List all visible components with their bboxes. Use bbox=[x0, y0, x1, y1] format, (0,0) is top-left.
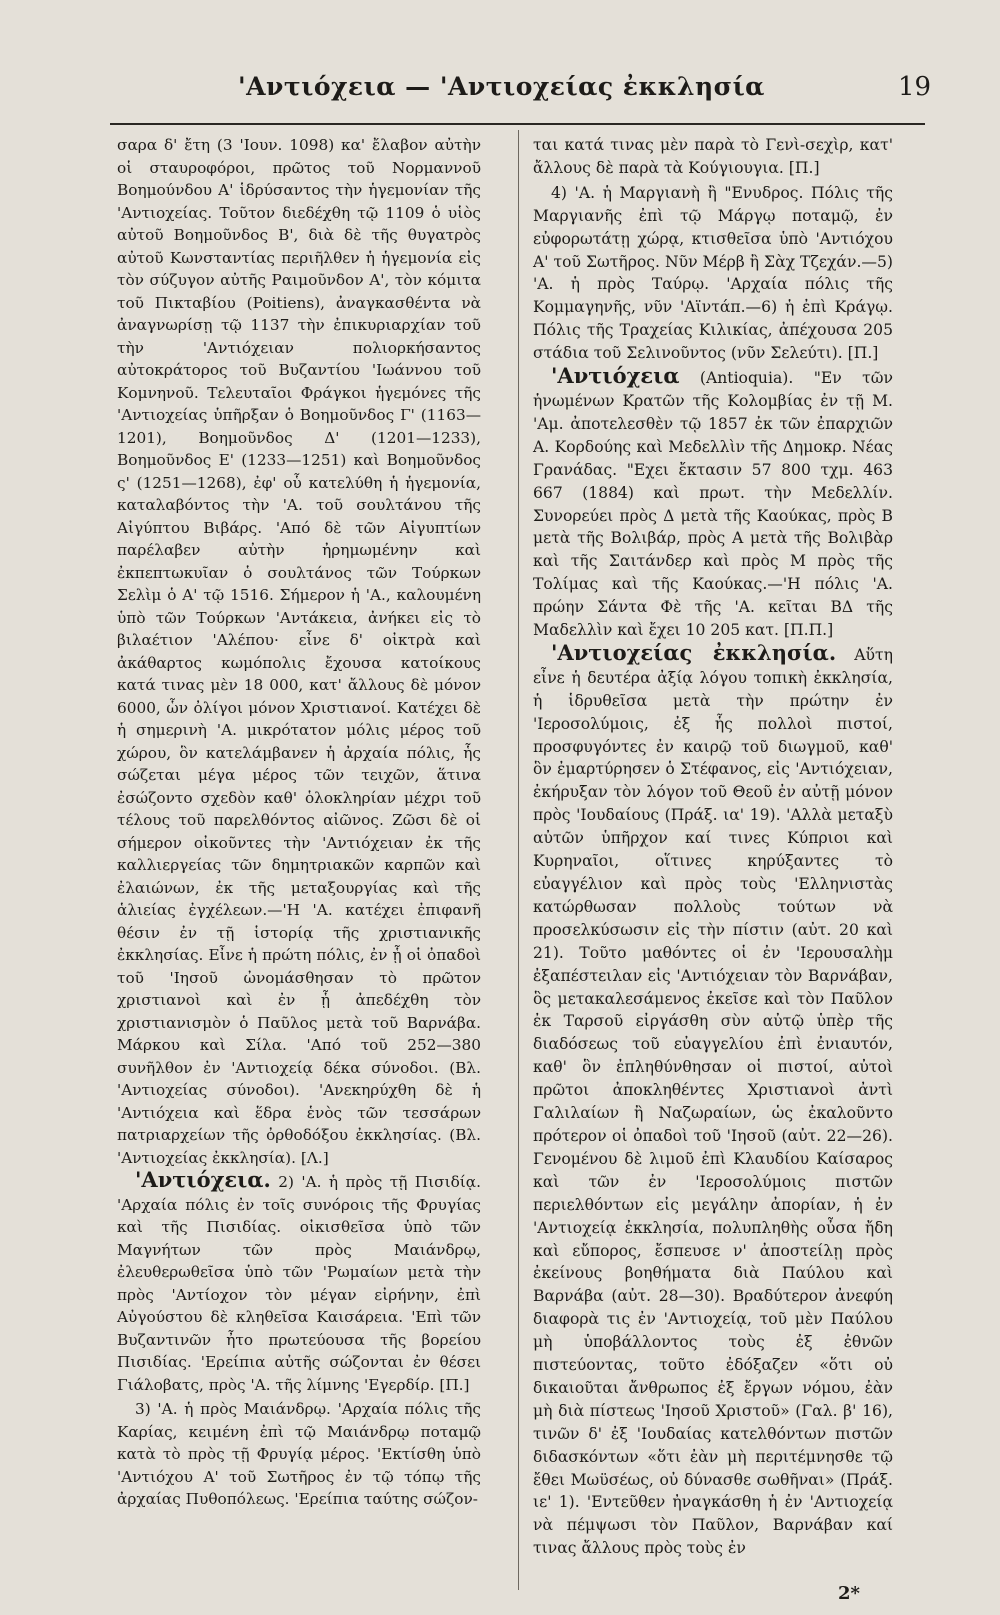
right-column bbox=[533, 132, 893, 1560]
lemma-antiocheia-pisidia: 'Αντιόχεια. bbox=[135, 1167, 271, 1192]
paragraph-text: Αὕτη εἶνε ἡ δευτέρα ἀξίᾳ λόγου τοπικὴ ἐκκλησία, ἡ ἱδρυθεῖσα μετὰ τὴν πρώτην ἐν 'Ιεροσολύμοις, ἐξ ἧς πολλοὶ πιστοί, προσφυγόντες ἐν καιρῷ τοῦ διωγμοῦ, καθ' ὃν ἐμαρτύρησεν ὁ Στέφανος, εἰς 'Αντιόχειαν, ἐκήρυξαν τὸν λόγον τοῦ Θεοῦ ἐν αὐτῇ μόνον πρὸς 'Ιουδαίους (Πράξ. ια' 19). 'Αλλὰ μεταξὺ αὐτῶν ὑπῆρχον καί τινες Κύπριοι καὶ Κυρηναῖοι, οἵτινες κηρύξαντες τὸ εὐαγγέλιον καὶ πρὸς τοὺς 'Ελληνιστὰς κατώρθωσαν πολλοὺς τούτων νὰ προσελκύσωσιν εἰς τὴν πίστιν (αὐτ. 20 καὶ 21). Τοῦτο μαθόντες οἱ ἐν 'Ιερουσαλὴμ ἐξαπέστειλαν εἰς 'Αντιόχειαν τὸν Βαρνάβαν, ὃς μετακαλεσάμενος ἐκεῖσε καὶ τὸν Παῦλον ἐκ Ταρσοῦ εἰργάσθη σὺν αὐτῷ ὑπὲρ τῆς διαδόσεως τοῦ εὐαγγελίου ἐπὶ ἐνιαυτόν, καθ' ὃν ἐπληθύνθησαν οἱ πιστοί, αὐτοὶ πρῶτοι ἀποκληθέντες Χριστιανοὶ ἀντὶ Γαλιλαίων ἢ Ναζωραίων, ὡς ἐκαλοῦντο πρότερον οἱ ὀπαδοὶ τοῦ 'Ιησοῦ (αὐτ. 22—26). Γενομένου δὲ λιμοῦ ἐπὶ Κλαυδίου Καίσαρος καὶ τῶν ἐν 'Ιεροσολύμοις πιστῶν περιελθόντων εἰς μεγάλην ἀπορίαν, ἡ ἐν 'Αντιοχείᾳ ἐκκλησία, πολυπληθὴς οὖσα ἤδη καὶ εὔπορος, ἔσπευσε ν' ἀποστείλῃ πρὸς ἐκείνους βοηθήματα διὰ Παύλου καὶ Βαρνάβα (αὐτ. 28—30). Βραδύτερον ἀνεφύη διαφορὰ τις ἐν 'Αντιοχείᾳ, τοῦ μὲν Παύλου μὴ ὑποβάλλοντος τοὺς ἐξ ἐθνῶν πιστεύοντας, τοῦτο ἐδόξαζεν «ὅτι οὐ δικαιοῦται ἄνθρωπος ἐξ ἔργων νόμου, ἐὰν μὴ διὰ πίστεως 'Ιησοῦ Χριστοῦ» (Γαλ. β' 16), τινῶν δ' ἐξ 'Ιουδαίας κατελθόντων πιστῶν διδασκόντων «ὅτι ἐὰν μὴ περιτέμνησθε τῷ ἔθει Μωϋσέως, οὐ δύνασθε σωθῆναι» (Πράξ. ιε' 1). 'Εντεῦθεν ἠναγκάσθη ἡ ἐν 'Αντιοχείᾳ νὰ πέμψωσι τὸν Παῦλον, Βαρνάβαν καί τινας ἄλλους πρὸς τοὺς ἐν bbox=[533, 645, 893, 1558]
paragraph-text: σαρα δ' ἔτη (3 'Ιουν. 1098) κα' ἔλαβον αὐτὴν οἱ σταυροφόροι, πρῶτος τοῦ Νορμαννοῦ Βοημούνδου Α' ἱδρύσαντος τὴν ἡγεμονίαν τῆς 'Αντιοχείας. Τοῦτον διεδέχθη τῷ 1109 ὁ υἱὸς αὐτοῦ Βοημοῦνδος Β', διὰ δὲ τῆς θυγατρὸς αὐτοῦ Κωνσταντίας περιῆλθεν ἡ ἡγεμονία εἰς τὸν σύζυγον αὐτῆς Ραιμοῦνδον Α', τὸν κόμιτα τοῦ Πικταβίου (Poitiens), ἀναγκασθέντα νὰ ἀναγνωρίσῃ τῷ 1137 τὴν ἐπικυριαρχίαν τοῦ τὴν 'Αντιόχειαν πολιορκήσαντος αὐτοκράτορος τοῦ Βυζαντίου 'Ιωάννου τοῦ Κομνηνοῦ. Τελευταῖοι Φράγκοι ἡγεμόνες τῆς 'Αντιοχείας ὑπῆρξαν ὁ Βοημοῦνδος Γ' (1163—1201), Βοημοῦνδος Δ' (1201—1233), Βοημοῦνδος Ε' (1233—1251) καὶ Βοημοῦνδος ς' (1251—1268), ἐφ' οὗ κατελύθη ἡ ἡγεμονία, καταλαβόντος τὴν 'Α. τοῦ σουλτάνου τῆς Αἰγύπτου Βιβάρς. 'Από δὲ τῶν Αἰγυπτίων παρέλαβεν αὐτὴν ἠρημωμένην καὶ ἐκπεπτωκυῖαν ὁ σουλτάνος τῶν Τούρκων Σελὶμ ὁ Α' τῷ 1516. Σήμερον ἡ 'Α., καλουμένη ὑπὸ τῶν Τούρκων 'Αντάκεια, ἀνήκει εἰς τὸ βιλαέτιον 'Αλέπου· εἶνε δ' οἰκτρὰ καὶ ἀκάθαρτος κωμόπολις ἔχουσα κατοίκους κατά τινας μὲν 18 000, κατ' ἄλλους δὲ μόνον 6000, ὧν ὀλίγοι μόνον Χριστιανοί. Κατέχει δὲ ἡ σημερινὴ 'Α. μικρότατον μόλις μέρος τοῦ χώρου, ὃν κατελάμβανεν ἡ ἀρχαία πόλις, ἧς σώζεται μέγα μέρος τῶν τειχῶν, ἅτινα ἐσώζοντο σχεδὸν καθ' ὁλοκληρίαν μέχρι τοῦ τέλους τοῦ παρελθόντος αἰῶνος. Ζῶσι δὲ οἱ σήμερον οἰκοῦντες τὴν 'Αντιόχειαν ἐκ τῆς καλλιεργείας τῶν δημητριακῶν καρπῶν καὶ ἐλαιώνων, ἐκ τῆς μεταξουργίας καὶ τῆς ἁλιείας ἐγχέλεων.—'Η 'Α. κατέχει ἐπιφανῆ θέσιν ἐν τῇ ἱστορίᾳ τῆς χριστιανικῆς ἐκκλησίας. Εἶνε ἡ πρώτη πόλις, ἐν ᾗ οἱ ὀπαδοὶ τοῦ 'Ιησοῦ ὠνομάσθησαν τὸ πρῶτον χριστιανοὶ καὶ ἐν ᾗ ἀπεδέχθη τὸν χριστιανισμὸν ὁ Παῦλος μετὰ τοῦ Βαρνάβα. Μάρκου καὶ Σίλα. 'Από τοῦ 252—380 συνῆλθον ἐν 'Αντιοχείᾳ δέκα σύνοδοι. (Βλ. 'Αντιοχείας σύνοδοι). 'Ανεκηρύχθη δὲ ἡ 'Αντιόχεια καὶ ἕδρα ἑνὸς τῶν τεσσάρων πατριαρχείων τῆς ὀρθοδόξου ἐκκλησίας. (Βλ. 'Αντιοχείας ἐκκλησία). [Λ.] bbox=[117, 136, 481, 1167]
running-head-title: 'Αντιόχεια — 'Αντιοχείας ἐκκλησία bbox=[238, 72, 765, 101]
right-paragraph-4 bbox=[533, 639, 893, 1560]
running-head bbox=[0, 72, 1000, 116]
left-paragraph-1 bbox=[117, 132, 481, 1169]
left-column bbox=[117, 132, 481, 1511]
paragraph-text: ται κατά τινας μὲν παρὰ τὸ Γενὶ-σεχὶρ, κατ' ἄλλους δὲ παρὰ τὰ Κούγιουγια. [Π.] bbox=[533, 136, 893, 177]
left-paragraph-3 bbox=[117, 1396, 481, 1511]
paragraph-text: 2) 'Α. ἡ πρὸς τῇ Πισιδίᾳ. 'Αρχαία πόλις ἐν τοῖς συνόροις τῆς Φρυγίας καὶ τῆς Πισιδίας. οἰκισθεῖσα ὑπὸ τῶν Μαγνήτων τῶν πρὸς Μαιάνδρῳ, ἐλευθερωθεῖσα ὑπὸ τῶν 'Ρωμαίων μετὰ τὴν πρὸς 'Αντίοχον τὸν μέγαν εἰρήνην, ἐπὶ Αὐγούστου δὲ κληθεῖσα Καισάρεια. 'Επὶ τῶν Βυζαντινῶν ἦτο πρωτεύουσα τῆς βορείου Πισιδίας. 'Ερείπια αὐτῆς σώζονται ἐν θέσει Γιάλοβατς, πρὸς 'Α. τῆς λίμνης 'Εγερδίρ. [Π.] bbox=[117, 1173, 481, 1394]
right-paragraph-2 bbox=[533, 180, 893, 365]
paragraph-text: 3) 'Α. ἡ πρὸς Μαιάνδρῳ. 'Αρχαία πόλις τῆς Καρίας, κειμένη ἐπὶ τῷ Μαιάνδρῳ ποταμῷ κατὰ τὸ πρὸς τῇ Φρυγίᾳ μέρος. 'Εκτίσθη ὑπὸ 'Αντιόχου Α' τοῦ Σωτῆρος ἐν τῷ τόπῳ τῆς ἀρχαίας Πυθοπόλεως. 'Ερείπια ταύτης σώζον- bbox=[117, 1400, 481, 1508]
left-paragraph-2 bbox=[117, 1169, 481, 1396]
page-number: 19 bbox=[898, 72, 932, 102]
column-divider bbox=[518, 130, 519, 1590]
paragraph-text: (Antioquia). "Εν τῶν ἡνωμένων Κρατῶν τῆς Κολομβίας ἐν τῇ Μ. 'Αμ. ἀποτελεσθὲν τῷ 1857 ἐκ τῶν ἐπαρχιῶν Α. Κορδούης καὶ Μεδελλὶν τῆς Δημοκρ. Νέας Γρανάδας. "Εχει ἔκτασιν 57 800 τχμ. 463 667 (1884) καὶ πρωτ. τὴν Μεδελλίν. Συνορεύει πρὸς Δ μετὰ τῆς Καούκας, πρὸς Β μετὰ τῆς Βολιβάρ, πρὸς Α μετὰ τῆς Βολιβὰρ καὶ τῆς Σαιτάνδερ καὶ πρὸς Μ πρὸς τῆς Τολίμας καὶ τῆς Καούκας.—'Η πόλις 'Α. πρώην Σάντα Φὲ τῆς 'Α. κεῖται ΒΔ τῆς Μαδελλὶν καὶ ἔχει 10 205 κατ. [Π.Π.] bbox=[533, 369, 893, 640]
right-paragraph-3 bbox=[533, 365, 893, 642]
signature-mark: 2* bbox=[838, 1583, 860, 1604]
header-rule bbox=[110, 123, 925, 125]
paragraph-text: 4) 'Α. ἡ Μαργιανὴ ἢ "Ενυδρος. Πόλις τῆς Μαργιανῆς ἐπὶ τῷ Μάργῳ ποταμῷ, ἐν εὐφορωτάτῃ χώρᾳ, κτισθεῖσα ὑπὸ 'Αντιόχου Α' τοῦ Σωτῆρος. Νῦν Μέρβ ἢ Σὰχ Τζεχάν.—5) 'Α. ἡ πρὸς Ταύρῳ. 'Αρχαία πόλις τῆς Κομμαγηνῆς, νῦν 'Αϊντάπ.—6) ἡ ἐπὶ Κράγῳ. Πόλις τῆς Τραχείας Κιλικίας, ἀπέχουσα 205 στάδια τοῦ Σελινοῦντος (νῦν Σελεύτι). [Π.] bbox=[533, 183, 893, 363]
lemma-antiocheias-ekklesia: 'Αντιοχείας ἐκκλησία. bbox=[551, 639, 837, 665]
lemma-antiocheia-colombia: 'Αντιόχεια bbox=[551, 363, 680, 389]
right-paragraph-1 bbox=[533, 132, 893, 180]
